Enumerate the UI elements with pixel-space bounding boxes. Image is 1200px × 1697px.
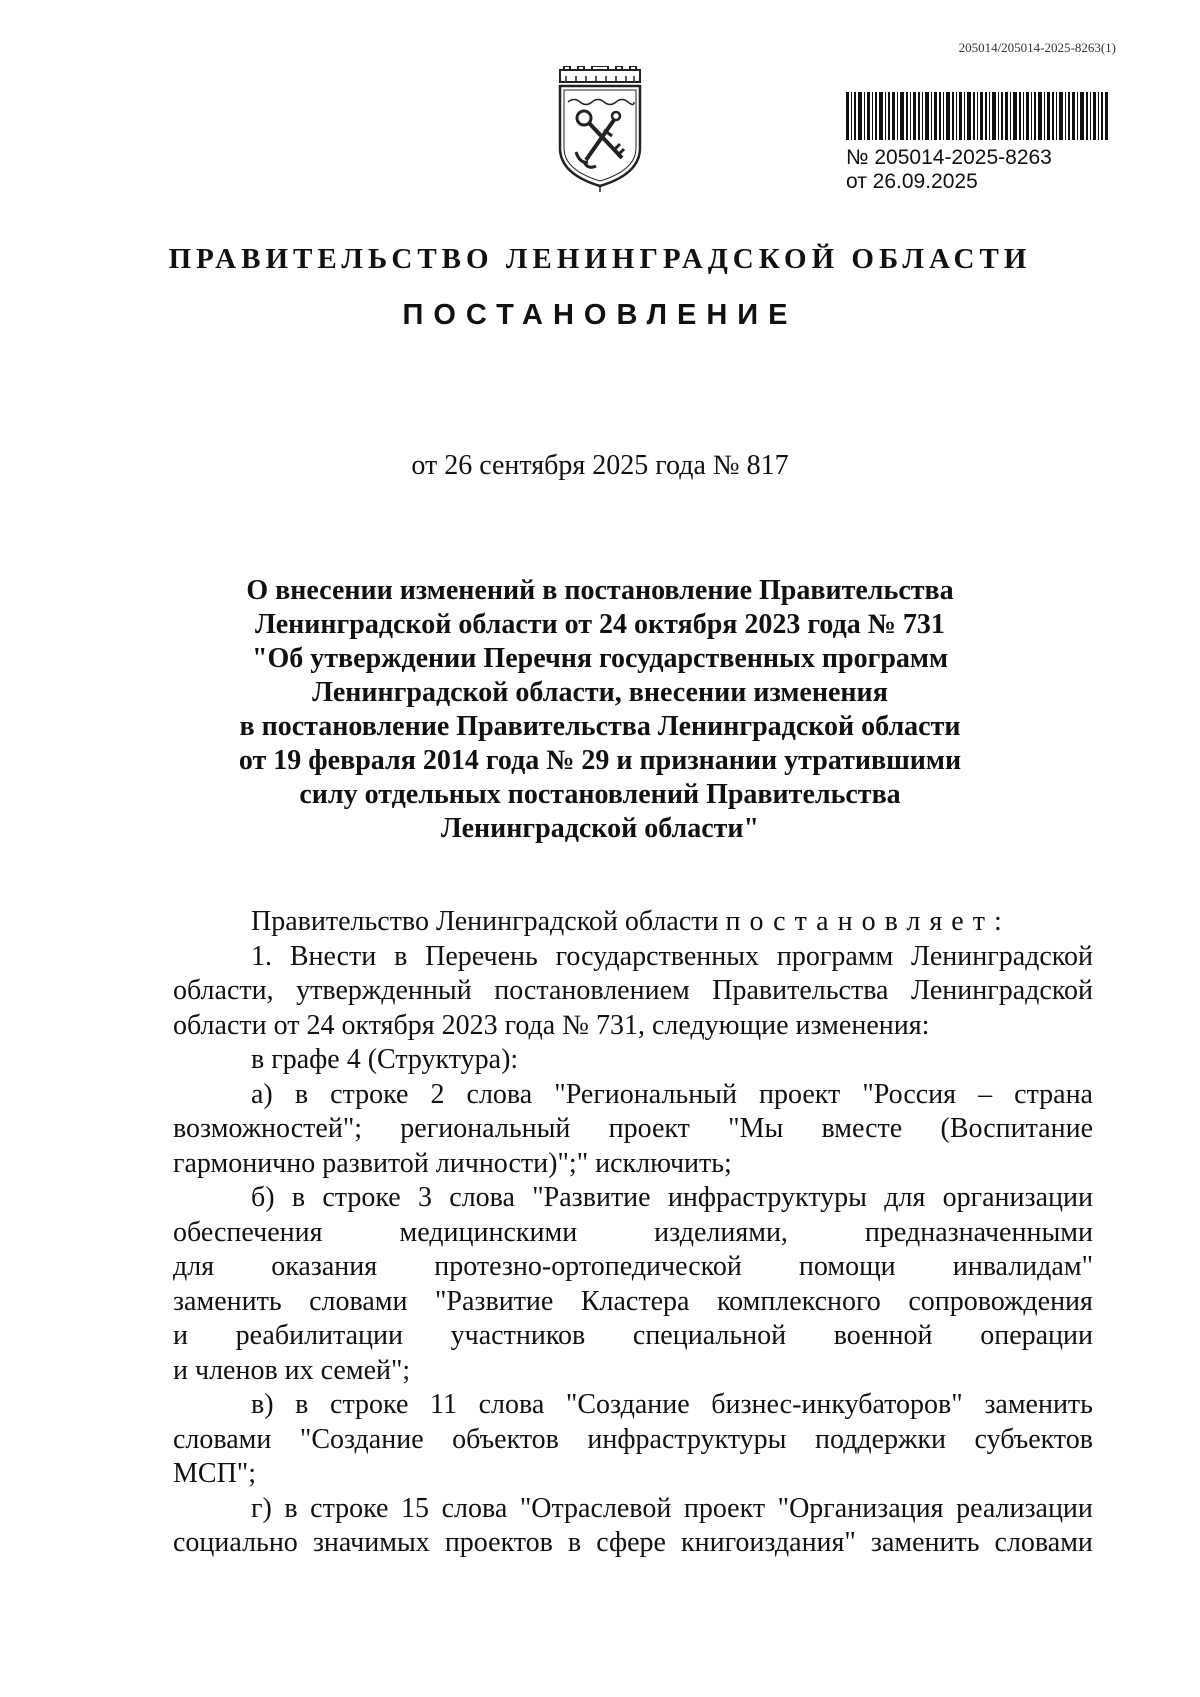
body-word: организации: [942, 1182, 1093, 1213]
body-word: региональный: [400, 1113, 571, 1144]
body-word: 2: [430, 1078, 445, 1110]
body-word: проект: [683, 1492, 766, 1524]
body-word: операции: [980, 1320, 1093, 1351]
body-word: вместе: [821, 1113, 903, 1144]
body-word: и: [173, 1320, 188, 1351]
body-word: проект: [759, 1078, 841, 1110]
preamble-text: Правительство Ленинградской области: [251, 906, 719, 937]
body-word: реализации: [956, 1492, 1093, 1524]
body-word: "Развитие: [435, 1285, 554, 1317]
organization-title: ПРАВИТЕЛЬСТВО ЛЕНИНГРАДСКОЙ ОБЛАСТИ: [168, 243, 1032, 275]
body-word: в: [291, 1182, 306, 1213]
body-line: [173, 1250, 1093, 1285]
document-body: [173, 905, 1093, 1561]
body-word: "Организация: [777, 1492, 944, 1524]
body-line-text: области от 24 октября 2023 года № 731, следующие изменения:: [173, 1009, 930, 1041]
body-word: в: [295, 1389, 309, 1420]
body-word: слова: [449, 1182, 515, 1213]
body-word: заменить: [173, 1285, 282, 1317]
body-word: реабилитации: [235, 1320, 403, 1351]
body-word: участников: [450, 1320, 586, 1351]
body-word: 15: [401, 1492, 430, 1524]
body-word: оказания: [271, 1251, 378, 1282]
barcode-icon: [846, 92, 1108, 140]
preamble-verb: постановляет:: [725, 906, 1011, 937]
body-word: страна: [1014, 1078, 1093, 1110]
body-word: а): [251, 1078, 273, 1110]
body-word: "Развитие: [532, 1182, 651, 1213]
body-word: –: [978, 1078, 993, 1110]
body-word: (Воспитание: [940, 1113, 1093, 1144]
body-word: "Мы: [728, 1113, 784, 1144]
body-word: "Создание: [565, 1389, 690, 1420]
body-word: проект: [608, 1113, 690, 1144]
body-line: [173, 1285, 1093, 1320]
subject-line: Ленинградской области, внесении изменения: [312, 677, 888, 708]
body-word: предназначенными: [864, 1216, 1093, 1248]
body-word: строке: [330, 1078, 409, 1110]
body-word: для: [173, 1251, 215, 1282]
body-word: заменить: [870, 1527, 980, 1558]
body-word: "Создание: [299, 1423, 424, 1455]
body-word: сфере: [596, 1527, 666, 1558]
body-word: слова: [478, 1389, 545, 1420]
document-subject: [200, 574, 1000, 846]
body-line: [173, 1147, 1093, 1182]
body-word: б): [251, 1182, 275, 1213]
body-word: 1.: [251, 940, 272, 972]
body-word: бизнес-инкубаторов": [711, 1389, 963, 1420]
body-word: военной: [833, 1320, 933, 1351]
body-line-text: и членов их семей";: [173, 1354, 411, 1386]
subject-line: силу отдельных постановлений Правительства: [299, 779, 901, 810]
body-word: сопровождения: [908, 1285, 1093, 1317]
body-word: слова: [466, 1078, 533, 1110]
body-line: [173, 1526, 1093, 1561]
body-word: в: [567, 1527, 582, 1558]
body-line: [173, 1354, 1093, 1389]
body-word: строке: [310, 1492, 389, 1524]
body-word: субъектов: [974, 1423, 1093, 1455]
body-word: значимых: [312, 1527, 430, 1558]
body-word: строке: [322, 1182, 401, 1213]
body-word: утвержденный: [296, 975, 472, 1006]
body-word: Внести: [289, 940, 377, 972]
body-word: инвалидам": [952, 1251, 1093, 1282]
body-word: области,: [173, 975, 274, 1006]
coat-of-arms-icon: [554, 66, 646, 194]
body-word: 11: [430, 1389, 457, 1420]
subject-line: Ленинградской области": [440, 813, 760, 844]
body-word: инфраструктуры: [667, 1182, 867, 1213]
body-word: словами: [173, 1423, 272, 1455]
body-word: словами: [309, 1285, 408, 1317]
body-word: Правительства: [712, 975, 889, 1006]
body-word: возможностей";: [173, 1113, 363, 1144]
body-line-text: МСП";: [173, 1458, 257, 1489]
body-lines: [173, 940, 1093, 1561]
body-line: [173, 1009, 1093, 1044]
body-line: [173, 940, 1093, 975]
body-word: в: [284, 1492, 298, 1524]
body-line: [173, 1112, 1093, 1147]
body-word: обеспечения: [173, 1216, 323, 1248]
body-word: изделиями,: [654, 1216, 788, 1248]
body-word: в): [251, 1389, 274, 1420]
body-word: протезно-ортопедической: [434, 1251, 742, 1282]
body-word: книгоиздания": [681, 1527, 856, 1558]
body-word: поддержки: [815, 1423, 947, 1455]
body-word: "Региональный: [554, 1078, 737, 1110]
subject-line: в постановление Правительства Ленинградской области: [239, 711, 961, 742]
body-word: строке: [330, 1389, 409, 1420]
body-word: заменить: [984, 1389, 1093, 1420]
registration-stamp: [846, 92, 1118, 194]
body-word: государственных: [555, 940, 760, 972]
body-line: [173, 1457, 1093, 1492]
body-word: программ: [776, 940, 894, 972]
body-word: медицинскими: [399, 1216, 578, 1248]
body-line: [173, 1492, 1093, 1527]
body-word: Кластера: [580, 1285, 690, 1317]
subject-line: О внесении изменений в постановление Правительства: [246, 575, 954, 606]
registration-number: № 205014-2025-8263: [846, 146, 1052, 169]
body-word: Ленинградской: [911, 940, 1093, 972]
body-line: [173, 1078, 1093, 1113]
body-line: [173, 1319, 1093, 1354]
body-line: [173, 1043, 1093, 1078]
body-word: г): [251, 1492, 272, 1524]
body-word: Перечень: [425, 940, 538, 972]
body-word: объектов: [452, 1423, 559, 1455]
body-word: слова: [441, 1492, 508, 1524]
body-line-text: гармонично развитой личности)";" исключить;: [173, 1147, 732, 1179]
document-reference-number: 205014/205014-2025-8263(1): [958, 40, 1116, 55]
body-word: "Россия: [862, 1078, 957, 1110]
body-word: Ленинградской: [911, 975, 1093, 1006]
registration-date: от 26.09.2025: [846, 170, 978, 193]
body-word: постановлением: [494, 975, 690, 1006]
body-word: "Отраслевой: [519, 1492, 672, 1524]
body-word: инфраструктуры: [587, 1423, 787, 1455]
subject-line: от 19 февраля 2014 года № 29 и признании утратившими: [238, 745, 962, 776]
body-word: комплексного: [716, 1285, 881, 1317]
body-word: социально: [173, 1527, 298, 1558]
body-word: помощи: [798, 1251, 896, 1282]
body-line: [173, 1423, 1093, 1458]
body-line: [173, 1216, 1093, 1251]
body-line: [173, 974, 1093, 1009]
body-line-text: в графе 4 (Структура):: [251, 1044, 519, 1075]
body-line: [173, 1388, 1093, 1423]
body-word: в: [394, 940, 408, 972]
document-date-number: от 26 сентября 2025 года № 817: [411, 450, 789, 481]
body-word: для: [884, 1182, 926, 1213]
document-type: ПОСТАНОВЛЕНИЕ: [402, 299, 798, 331]
preamble: [173, 905, 1093, 940]
body-word: специальной: [632, 1320, 787, 1351]
body-word: в: [294, 1078, 309, 1110]
body-line: [173, 1181, 1093, 1216]
body-word: проектов: [444, 1527, 553, 1558]
subject-line: Ленинградской области от 24 октября 2023 года № 731: [255, 609, 945, 640]
subject-line: "Об утверждении Перечня государственных программ: [251, 643, 949, 674]
body-word: словами: [994, 1527, 1093, 1558]
body-word: 3: [418, 1182, 432, 1213]
